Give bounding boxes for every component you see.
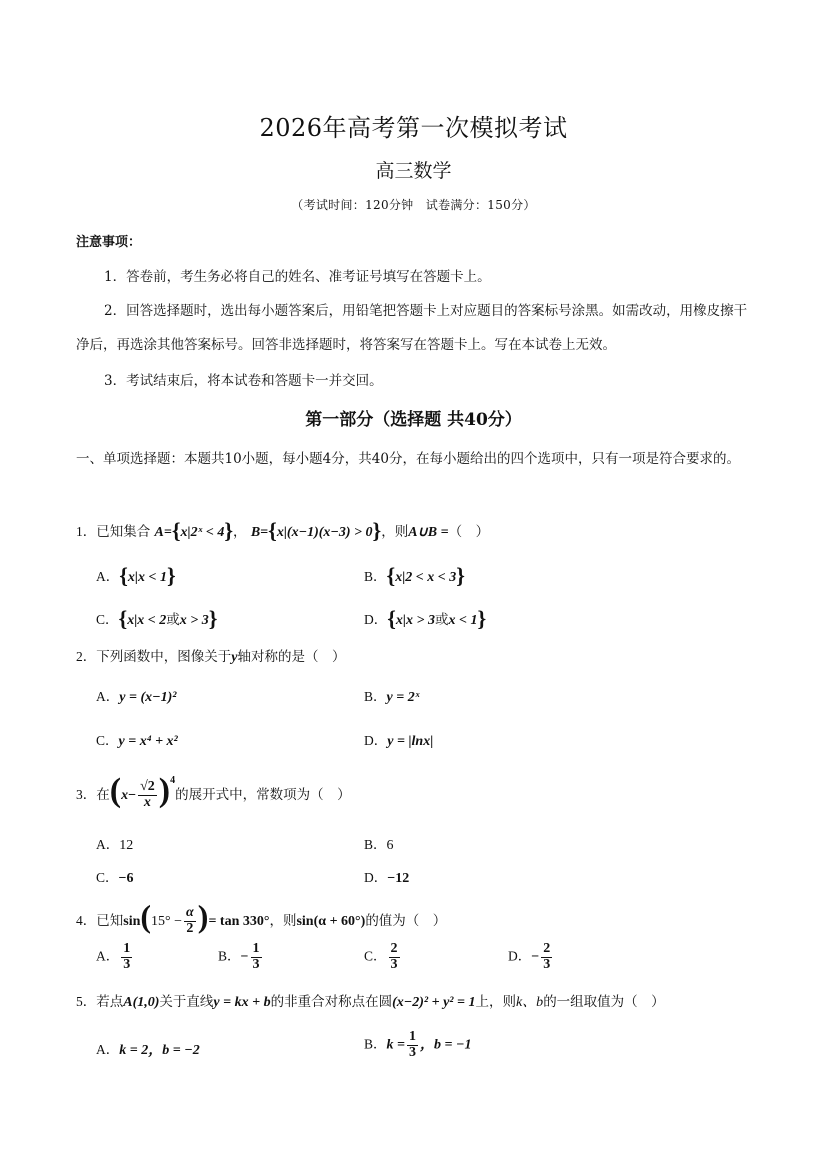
point-a: A(1,0) bbox=[123, 995, 160, 1010]
question-text: 在 bbox=[96, 787, 110, 803]
fraction-denominator: 3 bbox=[390, 956, 398, 972]
option-label: D． bbox=[508, 948, 532, 964]
option-label: A． bbox=[96, 837, 120, 852]
option-c[interactable] bbox=[364, 942, 402, 972]
option-label: A． bbox=[96, 569, 120, 584]
option-text: x > 3 bbox=[179, 613, 209, 628]
part1-heading: 第一部分（选择题 共40分） bbox=[305, 410, 522, 430]
fraction-numerator: 2 bbox=[543, 941, 551, 956]
option-text: −12 bbox=[387, 871, 410, 886]
paren-open: ( bbox=[140, 898, 152, 934]
fraction-numerator: 1 bbox=[409, 1029, 416, 1044]
set-a: x|2ˣ < 4 bbox=[180, 525, 225, 540]
option-d[interactable] bbox=[364, 606, 486, 632]
paren-close: ) bbox=[197, 898, 209, 934]
option-c[interactable] bbox=[96, 866, 134, 887]
option-label: B． bbox=[364, 837, 387, 852]
option-a[interactable] bbox=[96, 563, 176, 589]
set-b-label: B= bbox=[250, 525, 269, 540]
fraction-denominator: 3 bbox=[252, 956, 260, 972]
brace-close: } bbox=[208, 606, 218, 631]
brace-open: { bbox=[268, 518, 277, 543]
brace-open: { bbox=[387, 606, 396, 631]
union-expr: A∪B = bbox=[408, 525, 449, 540]
option-sign: − bbox=[240, 949, 249, 965]
option-text: x|x > 3 bbox=[395, 613, 435, 628]
option-text: y = x⁴ + x² bbox=[118, 734, 178, 749]
option-k: k = bbox=[386, 1037, 405, 1053]
brace-open: { bbox=[119, 563, 128, 588]
brace-close: } bbox=[224, 518, 234, 543]
question-number: 3． bbox=[76, 787, 97, 802]
paren-close: ) bbox=[158, 772, 171, 809]
option-d[interactable] bbox=[364, 729, 433, 750]
fraction bbox=[541, 942, 552, 972]
notice-item-1: 1．答卷前，考生务必将自己的姓名、准考证号填写在答题卡上。 bbox=[104, 269, 491, 285]
option-label: C． bbox=[96, 612, 119, 627]
fraction-numerator: √2 bbox=[140, 779, 155, 795]
option-a[interactable] bbox=[96, 833, 133, 854]
brace-open: { bbox=[118, 606, 128, 631]
option-label: C． bbox=[96, 870, 119, 885]
option-b[interactable] bbox=[364, 833, 394, 854]
fraction-numerator: α bbox=[186, 905, 194, 921]
fraction-numerator: 1 bbox=[123, 941, 131, 956]
question-4 bbox=[76, 898, 446, 937]
question-1: 1．已知集合 A={x|2ˣ < 4}， B={x|(x−1)(x−3) > 0}，则A∪B =（ ） bbox=[76, 518, 490, 543]
option-label: B． bbox=[364, 569, 387, 584]
sin-func: sin bbox=[123, 914, 141, 929]
question-number: 1． bbox=[76, 524, 97, 539]
fraction bbox=[138, 780, 157, 810]
fraction bbox=[407, 1030, 418, 1060]
option-text: x < 1 bbox=[448, 613, 478, 628]
option-label: D． bbox=[364, 733, 388, 748]
question-5 bbox=[76, 990, 665, 1011]
question-text: 下列函数中，图像关于 bbox=[96, 649, 232, 665]
axis-var: y bbox=[231, 650, 238, 665]
fraction-numerator: 2 bbox=[390, 941, 398, 956]
question-number: 4． bbox=[76, 913, 97, 928]
option-label: A． bbox=[96, 1042, 120, 1057]
question-2 bbox=[76, 645, 345, 666]
fraction-numerator: 1 bbox=[252, 941, 260, 956]
fraction-denominator: x bbox=[143, 795, 151, 810]
option-label: B． bbox=[364, 689, 387, 704]
option-b[interactable] bbox=[364, 1030, 471, 1060]
option-text: x|x < 2 bbox=[127, 613, 167, 628]
option-a[interactable] bbox=[96, 685, 176, 706]
option-text: 12 bbox=[119, 838, 134, 853]
question-text: 的非重合对称点在圆 bbox=[270, 994, 393, 1010]
line-expr: y = kx + b bbox=[213, 995, 271, 1010]
option-text: −6 bbox=[118, 871, 134, 886]
exponent: 4 bbox=[170, 775, 176, 786]
fraction-denominator: 3 bbox=[543, 956, 551, 972]
option-d[interactable] bbox=[364, 866, 409, 887]
question-text: 已知 bbox=[96, 913, 124, 929]
fraction bbox=[389, 942, 400, 972]
option-text: y = |lnx| bbox=[387, 734, 434, 749]
option-b-value: ，b = −1 bbox=[420, 1037, 472, 1053]
fraction bbox=[184, 906, 196, 936]
question-text: 上，则 bbox=[475, 994, 516, 1010]
expr-x: x bbox=[121, 788, 129, 803]
question-text: ，则 bbox=[381, 524, 409, 540]
set-b: x|(x−1)(x−3) > 0 bbox=[276, 525, 373, 540]
brace-open: { bbox=[386, 563, 396, 588]
or-word: 或 bbox=[434, 612, 449, 628]
option-label: A． bbox=[96, 948, 120, 964]
option-label: D． bbox=[364, 870, 388, 885]
section-intro: 一、单项选择题：本题共10小题，每小题4分，共40分，在每小题给出的四个选项中，只有一项是符合要求的。 bbox=[76, 451, 740, 467]
question-text: 轴对称的是（ ） bbox=[237, 649, 346, 665]
brace-close: } bbox=[477, 606, 487, 631]
set-a-label: A= bbox=[154, 525, 172, 540]
question-text: 的一组取值为（ ） bbox=[543, 994, 665, 1010]
option-sign: − bbox=[531, 949, 540, 965]
option-label: C． bbox=[96, 733, 119, 748]
question-text: 关于直线 bbox=[159, 994, 214, 1010]
exam-title: 2026年高考第一次模拟考试 bbox=[259, 114, 568, 142]
target-expr: sin(α + 60°) bbox=[296, 914, 366, 929]
notice-item-3: 3．考试结束后，将本试卷和答题卡一并交回。 bbox=[104, 373, 383, 389]
brace-close: } bbox=[166, 563, 176, 588]
option-label: B． bbox=[218, 948, 241, 964]
fraction-denominator: 3 bbox=[123, 956, 131, 972]
question-text: ，则 bbox=[269, 913, 297, 929]
option-text: x|x < 1 bbox=[127, 570, 167, 585]
option-label: D． bbox=[364, 612, 388, 627]
question-tail: （ ） bbox=[448, 524, 490, 540]
notice-item-2: 2．回答选择题时，选出每小题答案后，用铅笔把答题卡上对应题目的答案标号涂黑。如需改动，用橡皮擦干净后，再选涂其他答案标号。回答非选择题时，将答案写在答题卡上。写在本试卷上无效。 bbox=[76, 303, 748, 353]
paren-open: ( bbox=[109, 772, 122, 809]
brace-close: } bbox=[456, 563, 465, 588]
option-c[interactable] bbox=[96, 729, 178, 750]
fraction-denominator: 2 bbox=[186, 921, 194, 936]
brace-open: { bbox=[171, 518, 181, 543]
option-b[interactable] bbox=[364, 563, 465, 589]
exam-time-info: （考试时间：120分钟 试卷满分：150分） bbox=[291, 198, 536, 212]
expr-minus: − bbox=[128, 788, 137, 803]
brace-close: } bbox=[372, 518, 382, 543]
option-d[interactable] bbox=[508, 942, 554, 972]
option-a[interactable] bbox=[96, 1038, 200, 1059]
circle-expr: (x−2)² + y² = 1 bbox=[392, 995, 476, 1010]
option-text: x|2 < x < 3 bbox=[395, 570, 457, 585]
angle-term: 15° − bbox=[151, 914, 183, 929]
fraction-denominator: 3 bbox=[409, 1044, 416, 1060]
notice-heading: 注意事项： bbox=[76, 235, 142, 250]
question-text: 的值为（ ） bbox=[365, 913, 447, 929]
option-b[interactable] bbox=[364, 685, 419, 706]
option-text: 6 bbox=[386, 838, 394, 853]
option-b[interactable] bbox=[218, 942, 264, 972]
question-text: 已知集合 bbox=[96, 524, 151, 540]
question-text: 的展开式中，常数项为（ ） bbox=[175, 787, 351, 803]
equation-rhs: = tan 330° bbox=[208, 914, 270, 929]
exam-subject: 高三数学 bbox=[375, 160, 452, 182]
option-text: y = (x−1)² bbox=[119, 690, 177, 705]
option-text: k = 2，b = −2 bbox=[119, 1043, 200, 1058]
fraction bbox=[251, 942, 262, 972]
option-label: C． bbox=[364, 948, 387, 964]
option-label: B． bbox=[364, 1036, 387, 1052]
question-number: 5． bbox=[76, 994, 97, 1009]
question-3 bbox=[76, 772, 351, 811]
question-number: 2． bbox=[76, 649, 97, 664]
vars: k、b bbox=[515, 995, 544, 1010]
option-c[interactable] bbox=[96, 606, 217, 632]
question-text: 若点 bbox=[96, 994, 124, 1010]
fraction bbox=[121, 942, 132, 972]
option-a[interactable] bbox=[96, 942, 134, 972]
option-label: A． bbox=[96, 689, 120, 704]
or-word: 或 bbox=[166, 612, 180, 628]
option-text: y = 2ˣ bbox=[386, 690, 420, 705]
